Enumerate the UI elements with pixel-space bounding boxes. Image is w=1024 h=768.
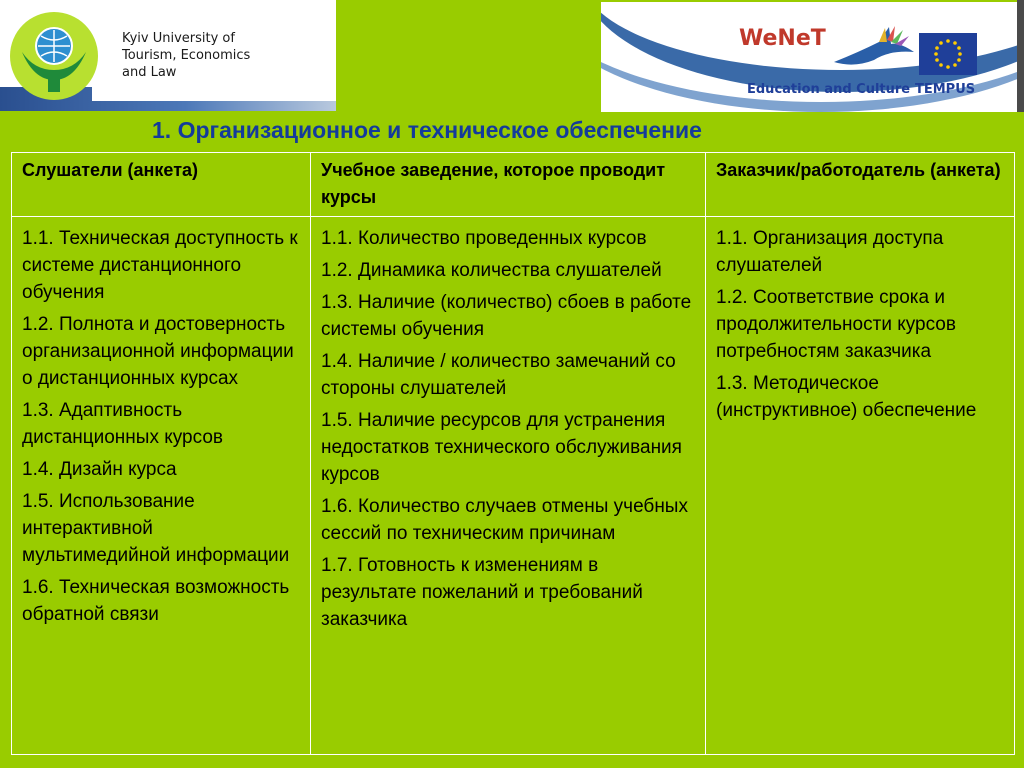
list-item: 1.7. Готовность к изменениям в результате пожеланий и требований заказчика bbox=[321, 555, 643, 630]
list-item: 1.1. Техническая доступность к системе дистанционного обучения bbox=[22, 228, 298, 303]
list-item: 1.4. Наличие / количество замечаний со стороны слушателей bbox=[321, 351, 676, 399]
column-header-institution: Учебное заведение, которое проводит курсы bbox=[311, 153, 706, 217]
list-item: 1.1. Организация доступа слушателей bbox=[716, 228, 944, 276]
wenet-logo-text: WeNeT bbox=[739, 26, 826, 51]
table-row bbox=[12, 217, 1015, 755]
list-item: 1.5. Наличие ресурсов для устранения недостатков технического обслуживания курсов bbox=[321, 410, 682, 485]
list-item: 1.2. Динамика количества слушателей bbox=[321, 260, 662, 281]
university-name-line: Kyiv University of bbox=[122, 31, 235, 46]
banner-edge bbox=[1017, 0, 1024, 112]
university-name bbox=[122, 30, 322, 81]
list-item: 1.3. Наличие (количество) сбоев в работе системы обучения bbox=[321, 292, 692, 340]
university-name-line: Tourism, Economics bbox=[122, 48, 251, 63]
list-item: 1.6. Количество случаев отмены учебных сессий по техническим причинам bbox=[321, 496, 688, 544]
list-item: 1.2. Соответствие срока и продолжительности курсов потребностям заказчика bbox=[716, 287, 956, 362]
education-culture-text: Education and Culture bbox=[747, 82, 911, 97]
list-item: 1.2. Полнота и достоверность организационной информации о дистанционных курсах bbox=[22, 314, 294, 389]
university-emblem-icon bbox=[4, 8, 104, 108]
list-item: 1.1. Количество проведенных курсов bbox=[321, 228, 647, 249]
wenet-tempus-banner bbox=[601, 2, 1017, 112]
page-title: 1. Организационное и техническое обеспечение bbox=[152, 117, 702, 143]
column-institution bbox=[311, 217, 706, 755]
eu-flag-icon bbox=[919, 33, 977, 75]
column-listeners bbox=[12, 217, 311, 755]
column-header-listeners: Слушатели (анкета) bbox=[12, 153, 311, 217]
tempus-text: TEMPUS bbox=[915, 82, 976, 97]
list-item: 1.5. Использование интерактивной мультимедийной информации bbox=[22, 491, 290, 566]
list-item: 1.4. Дизайн курса bbox=[22, 459, 177, 480]
list-item: 1.3. Адаптивность дистанционных курсов bbox=[22, 400, 223, 448]
column-customer bbox=[706, 217, 1015, 755]
column-header-customer: Заказчик/работодатель (анкета) bbox=[706, 153, 1015, 217]
list-item: 1.6. Техническая возможность обратной связи bbox=[22, 577, 290, 625]
university-name-line: and Law bbox=[122, 65, 177, 80]
wenet-bird-icon bbox=[829, 22, 919, 72]
list-item: 1.3. Методическое (инструктивное) обеспечение bbox=[716, 373, 977, 421]
table-header-row bbox=[12, 153, 1015, 217]
criteria-table bbox=[11, 152, 1015, 755]
university-banner bbox=[0, 0, 336, 111]
